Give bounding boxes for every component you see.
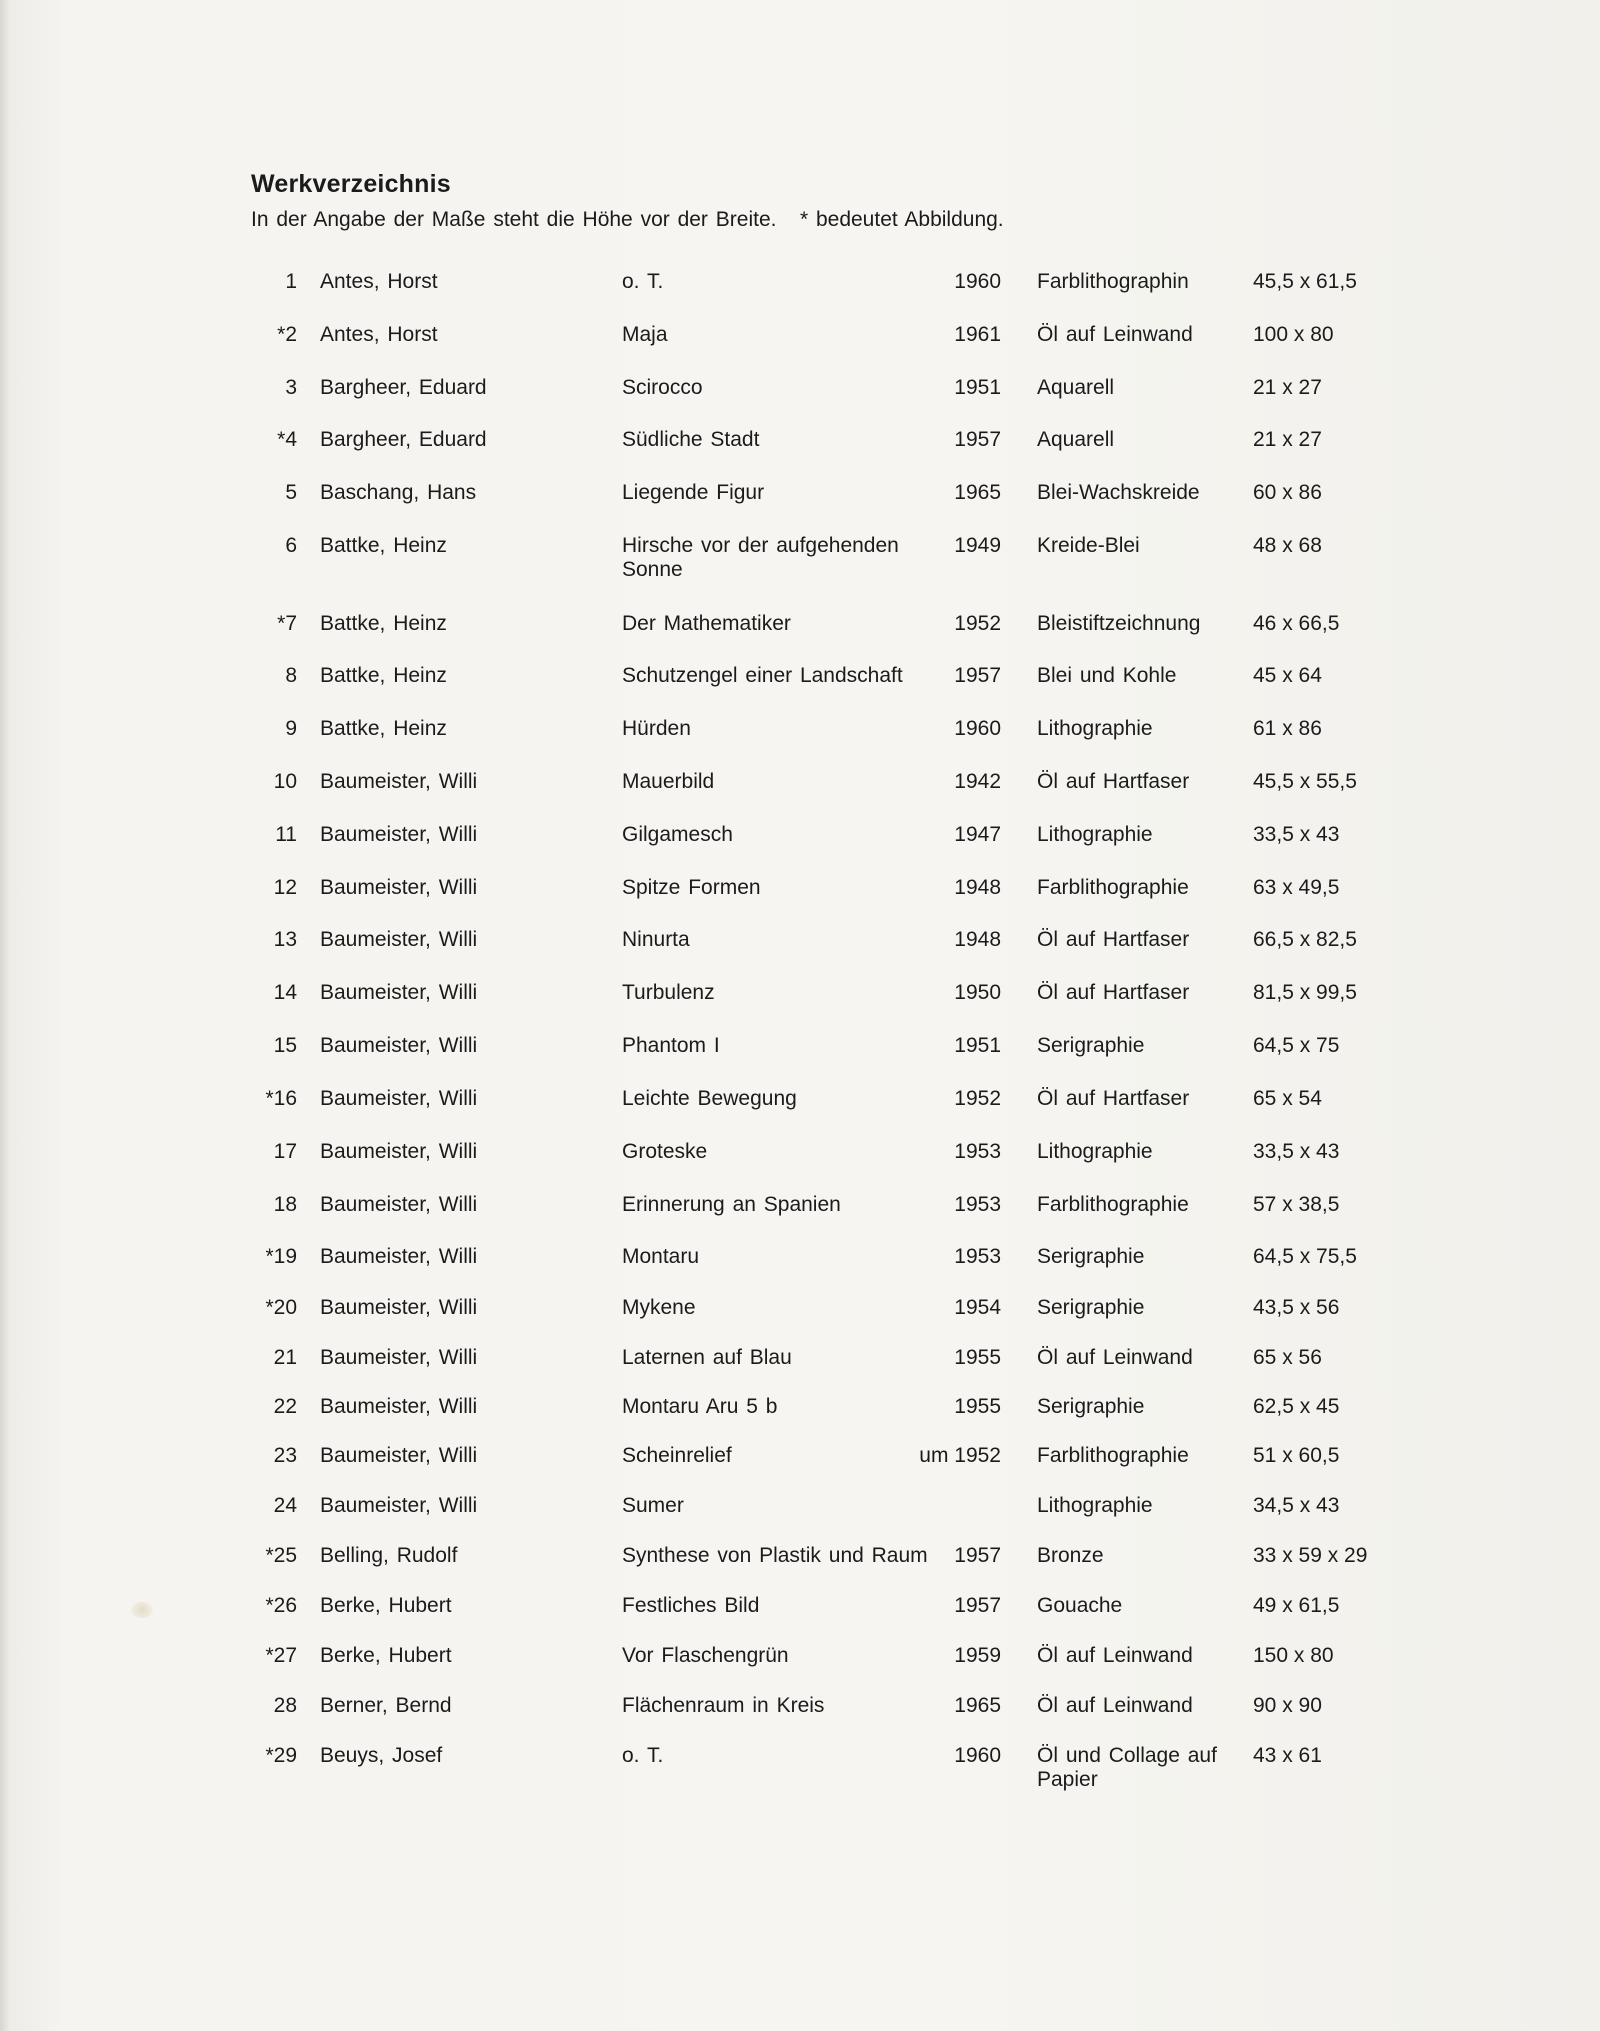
entry-year: 1957 bbox=[954, 428, 1001, 451]
entry-year: 1961 bbox=[954, 323, 1001, 346]
entry-number: 23 bbox=[273, 1444, 297, 1467]
entry-technique: Farblithographie bbox=[1037, 876, 1189, 899]
entry-size: 34,5 x 43 bbox=[1253, 1494, 1340, 1517]
entry-artist: Baumeister, Willi bbox=[320, 1346, 478, 1369]
entry-title: Mauerbild bbox=[622, 770, 715, 793]
catalog-entry bbox=[0, 1644, 1600, 1692]
entry-number: 1 bbox=[285, 270, 297, 293]
entry-title: o. T. bbox=[622, 1744, 664, 1767]
entry-technique: Bronze bbox=[1037, 1544, 1104, 1567]
entry-size: 49 x 61,5 bbox=[1253, 1594, 1340, 1617]
entry-number: 13 bbox=[273, 928, 297, 951]
entry-artist: Baumeister, Willi bbox=[320, 1140, 478, 1163]
entry-number: *25 bbox=[265, 1544, 297, 1567]
entry-size: 33,5 x 43 bbox=[1253, 1140, 1340, 1163]
entry-year: 1955 bbox=[954, 1395, 1001, 1418]
entry-artist: Baumeister, Willi bbox=[320, 1034, 478, 1057]
entry-title: Scheinrelief bbox=[622, 1444, 732, 1467]
entry-year: 1960 bbox=[954, 717, 1001, 740]
entry-year: 1957 bbox=[954, 664, 1001, 687]
entry-artist: Beuys, Josef bbox=[320, 1744, 443, 1767]
entry-artist: Baumeister, Willi bbox=[320, 1444, 478, 1467]
entry-size: 65 x 54 bbox=[1253, 1087, 1322, 1110]
catalog-entry bbox=[0, 1193, 1600, 1241]
entry-size: 63 x 49,5 bbox=[1253, 876, 1340, 899]
entry-number: 9 bbox=[285, 717, 297, 740]
entry-technique: Serigraphie bbox=[1037, 1034, 1145, 1057]
entry-year: 1950 bbox=[954, 981, 1001, 1004]
entry-technique: Serigraphie bbox=[1037, 1245, 1145, 1268]
entry-year: 1955 bbox=[954, 1346, 1001, 1369]
entry-artist: Battke, Heinz bbox=[320, 664, 447, 687]
entry-size: 43 x 61 bbox=[1253, 1744, 1322, 1767]
entry-technique: Lithographie bbox=[1037, 823, 1153, 846]
catalog-entry bbox=[0, 1034, 1600, 1082]
entry-number: 24 bbox=[273, 1494, 297, 1517]
entry-number: *7 bbox=[277, 612, 297, 635]
entry-title: Synthese von Plastik und Raum bbox=[622, 1544, 928, 1567]
entry-technique: Bleistiftzeichnung bbox=[1037, 612, 1201, 635]
catalog-entry bbox=[0, 376, 1600, 424]
catalog-entry bbox=[0, 1544, 1600, 1592]
entry-title: Ninurta bbox=[622, 928, 690, 951]
entry-number: *26 bbox=[265, 1594, 297, 1617]
entry-size: 100 x 80 bbox=[1253, 323, 1334, 346]
catalog-entry bbox=[0, 428, 1600, 476]
entry-year: 1957 bbox=[954, 1544, 1001, 1567]
catalog-entry bbox=[0, 534, 1600, 582]
entry-title: Laternen auf Blau bbox=[622, 1346, 792, 1369]
entry-number: 21 bbox=[273, 1346, 297, 1369]
entry-number: *27 bbox=[265, 1644, 297, 1667]
entry-number: 15 bbox=[273, 1034, 297, 1057]
catalog-entry bbox=[0, 1494, 1600, 1542]
entry-size: 46 x 66,5 bbox=[1253, 612, 1340, 635]
entry-size: 51 x 60,5 bbox=[1253, 1444, 1340, 1467]
entry-year: 1960 bbox=[954, 1744, 1001, 1767]
entry-technique: Lithographie bbox=[1037, 1494, 1153, 1517]
entry-year: 1952 bbox=[954, 612, 1001, 635]
catalog-entry bbox=[0, 323, 1600, 371]
entry-artist: Baschang, Hans bbox=[320, 481, 477, 504]
entry-artist: Bargheer, Eduard bbox=[320, 428, 487, 451]
entry-year: um 1952 bbox=[919, 1444, 1001, 1467]
catalog-entry bbox=[0, 1296, 1600, 1344]
catalog-entry bbox=[0, 1594, 1600, 1642]
entry-title: Sumer bbox=[622, 1494, 684, 1517]
entry-title: Flächenraum in Kreis bbox=[622, 1694, 825, 1717]
entry-year: 1942 bbox=[954, 770, 1001, 793]
entry-technique: Öl auf Hartfaser bbox=[1037, 981, 1190, 1004]
entry-size: 90 x 90 bbox=[1253, 1694, 1322, 1717]
entry-title: Vor Flaschengrün bbox=[622, 1644, 789, 1667]
entry-artist: Bargheer, Eduard bbox=[320, 376, 487, 399]
catalog-entry bbox=[0, 1395, 1600, 1443]
catalog-entry bbox=[0, 664, 1600, 712]
entry-year: 1960 bbox=[954, 270, 1001, 293]
page-title: Werkverzeichnis bbox=[251, 170, 451, 198]
entry-artist: Baumeister, Willi bbox=[320, 1296, 478, 1319]
entry-number: *19 bbox=[265, 1245, 297, 1268]
entry-technique: Öl und Collage auf Papier bbox=[1037, 1744, 1217, 1791]
entry-size: 48 x 68 bbox=[1253, 534, 1322, 557]
entry-artist: Berke, Hubert bbox=[320, 1644, 452, 1667]
entry-number: 5 bbox=[285, 481, 297, 504]
entry-artist: Antes, Horst bbox=[320, 270, 438, 293]
entry-year: 1952 bbox=[954, 1087, 1001, 1110]
entry-size: 21 x 27 bbox=[1253, 428, 1322, 451]
entry-artist: Baumeister, Willi bbox=[320, 1193, 478, 1216]
entry-title: Leichte Bewegung bbox=[622, 1087, 797, 1110]
entry-technique: Serigraphie bbox=[1037, 1296, 1145, 1319]
entry-artist: Antes, Horst bbox=[320, 323, 438, 346]
entry-technique: Öl auf Hartfaser bbox=[1037, 1087, 1190, 1110]
entry-artist: Battke, Heinz bbox=[320, 534, 447, 557]
entry-number: *16 bbox=[265, 1087, 297, 1110]
entry-year: 1954 bbox=[954, 1296, 1001, 1319]
catalog-entry bbox=[0, 928, 1600, 976]
entry-size: 61 x 86 bbox=[1253, 717, 1322, 740]
entry-title: Groteske bbox=[622, 1140, 708, 1163]
entry-number: 17 bbox=[273, 1140, 297, 1163]
entry-artist: Baumeister, Willi bbox=[320, 1494, 478, 1517]
entry-technique: Aquarell bbox=[1037, 428, 1115, 451]
entry-artist: Baumeister, Willi bbox=[320, 1395, 478, 1418]
entry-number: 14 bbox=[273, 981, 297, 1004]
entry-artist: Baumeister, Willi bbox=[320, 1245, 478, 1268]
entry-technique: Öl auf Hartfaser bbox=[1037, 770, 1190, 793]
entry-artist: Battke, Heinz bbox=[320, 612, 447, 635]
catalog-entry bbox=[0, 270, 1600, 318]
entry-technique: Serigraphie bbox=[1037, 1395, 1145, 1418]
entry-year: 1951 bbox=[954, 1034, 1001, 1057]
entry-title: Phantom I bbox=[622, 1034, 720, 1057]
catalog-entry bbox=[0, 1140, 1600, 1188]
entry-number: 28 bbox=[273, 1694, 297, 1717]
entry-year: 1953 bbox=[954, 1245, 1001, 1268]
entry-title: Erinnerung an Spanien bbox=[622, 1193, 841, 1216]
entry-number: 6 bbox=[285, 534, 297, 557]
entry-title: Spitze Formen bbox=[622, 876, 761, 899]
entry-title: Liegende Figur bbox=[622, 481, 765, 504]
catalog-entry bbox=[0, 1346, 1600, 1394]
entry-title: Maja bbox=[622, 323, 668, 346]
entry-artist: Baumeister, Willi bbox=[320, 928, 478, 951]
catalog-entry bbox=[0, 823, 1600, 871]
entry-size: 45,5 x 61,5 bbox=[1253, 270, 1357, 293]
entry-number: 8 bbox=[285, 664, 297, 687]
entry-technique: Öl auf Leinwand bbox=[1037, 1346, 1193, 1369]
entry-year: 1965 bbox=[954, 1694, 1001, 1717]
entry-size: 43,5 x 56 bbox=[1253, 1296, 1340, 1319]
entry-technique: Öl auf Leinwand bbox=[1037, 323, 1193, 346]
catalog-entry bbox=[0, 770, 1600, 818]
catalog-entry bbox=[0, 1444, 1600, 1492]
entry-artist: Baumeister, Willi bbox=[320, 823, 478, 846]
entry-year: 1953 bbox=[954, 1193, 1001, 1216]
entry-year: 1957 bbox=[954, 1594, 1001, 1617]
entry-number: *4 bbox=[277, 428, 297, 451]
entry-technique: Farblithographie bbox=[1037, 1193, 1189, 1216]
entry-title: Montaru Aru 5 b bbox=[622, 1395, 778, 1418]
entry-year: 1951 bbox=[954, 376, 1001, 399]
catalog-entry bbox=[0, 612, 1600, 660]
entry-title: Scirocco bbox=[622, 376, 703, 399]
entry-artist: Berke, Hubert bbox=[320, 1594, 452, 1617]
entry-size: 66,5 x 82,5 bbox=[1253, 928, 1357, 951]
entry-technique: Öl auf Leinwand bbox=[1037, 1644, 1193, 1667]
catalog-entry bbox=[0, 876, 1600, 924]
entry-title: Turbulenz bbox=[622, 981, 715, 1004]
entry-technique: Farblithographie bbox=[1037, 1444, 1189, 1467]
catalog-entry bbox=[0, 1087, 1600, 1135]
entry-size: 62,5 x 45 bbox=[1253, 1395, 1340, 1418]
entry-year: 1949 bbox=[954, 534, 1001, 557]
entry-size: 45,5 x 55,5 bbox=[1253, 770, 1357, 793]
entry-technique: Gouache bbox=[1037, 1594, 1123, 1617]
entry-title: Hürden bbox=[622, 717, 691, 740]
entry-year: 1953 bbox=[954, 1140, 1001, 1163]
entry-technique: Farblithographin bbox=[1037, 270, 1189, 293]
entry-year: 1948 bbox=[954, 876, 1001, 899]
entry-size: 33 x 59 x 29 bbox=[1253, 1544, 1368, 1567]
entry-title: Montaru bbox=[622, 1245, 700, 1268]
entry-artist: Baumeister, Willi bbox=[320, 981, 478, 1004]
entry-year: 1948 bbox=[954, 928, 1001, 951]
entry-number: 12 bbox=[273, 876, 297, 899]
entry-artist: Belling, Rudolf bbox=[320, 1544, 458, 1567]
entry-size: 81,5 x 99,5 bbox=[1253, 981, 1357, 1004]
entry-title: Festliches Bild bbox=[622, 1594, 760, 1617]
catalog-entry bbox=[0, 481, 1600, 529]
entry-technique: Blei-Wachskreide bbox=[1037, 481, 1200, 504]
entry-technique: Blei und Kohle bbox=[1037, 664, 1177, 687]
entry-number: 18 bbox=[273, 1193, 297, 1216]
entry-title: o. T. bbox=[622, 270, 664, 293]
entry-number: 22 bbox=[273, 1395, 297, 1418]
entry-year: 1965 bbox=[954, 481, 1001, 504]
entry-size: 57 x 38,5 bbox=[1253, 1193, 1340, 1216]
entry-title: Gilgamesch bbox=[622, 823, 733, 846]
entry-size: 64,5 x 75 bbox=[1253, 1034, 1340, 1057]
entry-number: 10 bbox=[273, 770, 297, 793]
entry-technique: Öl auf Leinwand bbox=[1037, 1694, 1193, 1717]
catalog-entry bbox=[0, 1744, 1600, 1792]
entry-title: Schutzengel einer Landschaft bbox=[622, 664, 903, 687]
catalog-entry bbox=[0, 717, 1600, 765]
entry-title: Hirsche vor der aufgehenden Sonne bbox=[622, 534, 899, 581]
catalog-entry bbox=[0, 1694, 1600, 1742]
entry-size: 65 x 56 bbox=[1253, 1346, 1322, 1369]
entry-size: 60 x 86 bbox=[1253, 481, 1322, 504]
entry-size: 64,5 x 75,5 bbox=[1253, 1245, 1357, 1268]
entry-number: 11 bbox=[275, 823, 297, 846]
entry-artist: Baumeister, Willi bbox=[320, 1087, 478, 1110]
entry-year: 1947 bbox=[954, 823, 1001, 846]
entry-technique: Kreide-Blei bbox=[1037, 534, 1140, 557]
entry-technique: Öl auf Hartfaser bbox=[1037, 928, 1190, 951]
entry-artist: Battke, Heinz bbox=[320, 717, 447, 740]
entry-artist: Baumeister, Willi bbox=[320, 770, 478, 793]
entry-number: *2 bbox=[277, 323, 297, 346]
entry-size: 150 x 80 bbox=[1253, 1644, 1334, 1667]
entry-size: 21 x 27 bbox=[1253, 376, 1322, 399]
entry-technique: Aquarell bbox=[1037, 376, 1115, 399]
entry-size: 33,5 x 43 bbox=[1253, 823, 1340, 846]
entry-title: Mykene bbox=[622, 1296, 696, 1319]
catalog-entry bbox=[0, 1245, 1600, 1293]
entry-number: *20 bbox=[265, 1296, 297, 1319]
entry-size: 45 x 64 bbox=[1253, 664, 1322, 687]
entry-number: *29 bbox=[265, 1744, 297, 1767]
entry-year: 1959 bbox=[954, 1644, 1001, 1667]
entry-artist: Berner, Bernd bbox=[320, 1694, 452, 1717]
entry-technique: Lithographie bbox=[1037, 717, 1153, 740]
entry-title: Südliche Stadt bbox=[622, 428, 760, 451]
entry-number: 3 bbox=[285, 376, 297, 399]
dimension-note: In der Angabe der Maße steht die Höhe vor der Breite. * bedeutet Abbildung. bbox=[251, 208, 1004, 231]
entry-technique: Lithographie bbox=[1037, 1140, 1153, 1163]
entry-title: Der Mathematiker bbox=[622, 612, 791, 635]
catalog-entry bbox=[0, 981, 1600, 1029]
entry-artist: Baumeister, Willi bbox=[320, 876, 478, 899]
